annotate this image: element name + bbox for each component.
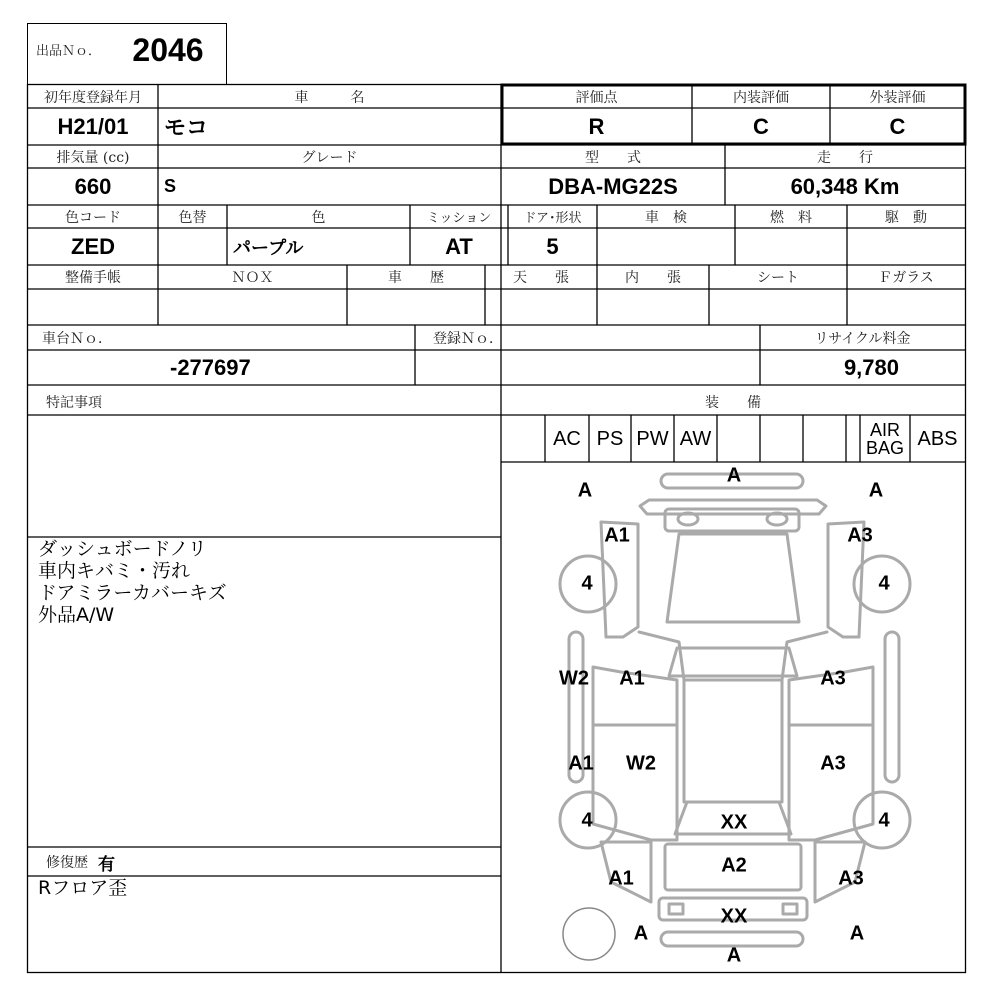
car-name-value: モコ [164, 115, 209, 140]
mission-label: ミッション [426, 211, 492, 226]
mark-front-left-tire: 4 [581, 572, 593, 595]
model-value: DBA-MG22S [548, 173, 678, 199]
car-name-label: 車 名 [294, 89, 365, 106]
fuel-label: 燃 料 [770, 209, 812, 226]
mark-rear-right-corner: A [849, 922, 865, 945]
mark-left-fender: A1 [604, 524, 630, 547]
mark-front-bumper: A [726, 464, 742, 487]
score-label: 評価点 [575, 89, 618, 106]
mileage-value: 60,348 Km [790, 173, 900, 199]
interior-trim-label: 内 張 [625, 270, 681, 286]
interior-value: C [753, 113, 769, 139]
recolor-label: 色替 [178, 209, 207, 226]
exterior-value: C [889, 113, 906, 139]
door-label: ドア･形状 [523, 211, 582, 226]
mark-left-quarter: A1 [608, 867, 634, 890]
remarks-label: 特記事項 [46, 395, 102, 411]
seat-label: シート [757, 270, 799, 286]
equipment-cell: AC [553, 427, 581, 450]
inspection-value [597, 228, 735, 265]
remark-line: 車内キバミ・汚れ [38, 560, 191, 582]
mark-left-rear-door: W2 [626, 752, 656, 775]
lot-number: 2046 [132, 31, 204, 68]
mark-left-rear-pillar: A1 [568, 752, 594, 775]
history-label: 車 歴 [388, 270, 444, 286]
nox-label: ＮＯＸ [231, 270, 274, 286]
mark-tailgate: A2 [721, 854, 747, 877]
first-reg-label: 初年度登録年月 [44, 89, 142, 106]
repair-detail: Rフロア歪 [38, 877, 128, 899]
mark-right-front-door: A3 [820, 667, 846, 690]
chassis-value: -277697 [170, 354, 251, 380]
mark-rear-left-tire: 4 [581, 809, 593, 832]
mark-left-sill: W2 [559, 667, 589, 690]
displacement-value: 660 [74, 173, 112, 199]
maintenance-label: 整備手帳 [65, 270, 121, 286]
score-value: R [588, 113, 605, 139]
remark-line: 外品A/W [38, 604, 115, 626]
mileage-label: 走 行 [817, 149, 873, 166]
ceiling-label: 天 張 [513, 270, 569, 286]
mark-left-front-door: A1 [619, 667, 645, 690]
recolor-value [158, 228, 227, 265]
color-code-label: 色コード [65, 209, 121, 226]
mission-value: AT [445, 233, 473, 259]
equipment-label: 装 備 [705, 395, 761, 411]
lot-label: 出品Ｎｏ． [36, 43, 102, 59]
recycle-label: リサイクル料金 [814, 331, 911, 347]
recycle-value: 9,780 [843, 354, 899, 380]
remark-line: ドアミラーカバーキズ [38, 582, 227, 604]
inspection-label: 車 検 [645, 209, 687, 226]
first-reg-value: H21/01 [57, 113, 129, 139]
registration-value [415, 350, 760, 385]
mark-rear-right-tire: 4 [878, 809, 890, 832]
glass-label: Ｆガラス [878, 270, 934, 286]
remark-line: ダッシュボードノリ [38, 538, 207, 560]
drive-value [847, 228, 965, 265]
grade-label: グレード [301, 149, 358, 166]
drive-label: 駆 動 [885, 209, 927, 226]
color-label: 色 [311, 209, 326, 226]
mark-rear-bumper: XX [720, 905, 748, 928]
repair-row [46, 848, 496, 876]
interior-label: 内装評価 [733, 89, 789, 106]
repair-label: 修復歴 [46, 855, 88, 871]
mark-rear-center: A [726, 944, 742, 967]
equipment-cell: PS [596, 427, 624, 450]
door-value: 5 [546, 233, 559, 259]
fuel-value [735, 228, 847, 265]
model-label: 型 式 [585, 149, 641, 166]
mark-right-fender: A3 [847, 524, 873, 547]
color-value: パープル [233, 237, 304, 258]
car-diagram [501, 462, 965, 972]
repair-value: 有 [98, 854, 115, 875]
mark-front-right-corner: A [868, 479, 884, 502]
mark-rear-glass: XX [720, 811, 748, 834]
equipment-cell: PW [636, 427, 669, 450]
chassis-label: 車台Ｎｏ． [42, 331, 112, 347]
registration-label: 登録Ｎｏ． [433, 331, 503, 347]
equipment-cell: ABS [917, 427, 958, 450]
displacement-label: 排気量 (cc) [56, 149, 130, 166]
equipment-cell: AIR BAG [866, 419, 905, 458]
exterior-label: 外装評価 [869, 89, 926, 106]
color-code-value: ZED [71, 233, 115, 259]
mark-front-right-tire: 4 [878, 572, 890, 595]
grade-value: S [164, 176, 177, 196]
equipment-cell: AW [679, 427, 712, 450]
remarks-notes [38, 538, 498, 638]
mark-rear-left-corner: A [633, 922, 649, 945]
mark-right-quarter: A3 [838, 867, 864, 890]
mark-front-left-corner: A [577, 479, 593, 502]
mark-right-rear-door: A3 [820, 752, 846, 775]
